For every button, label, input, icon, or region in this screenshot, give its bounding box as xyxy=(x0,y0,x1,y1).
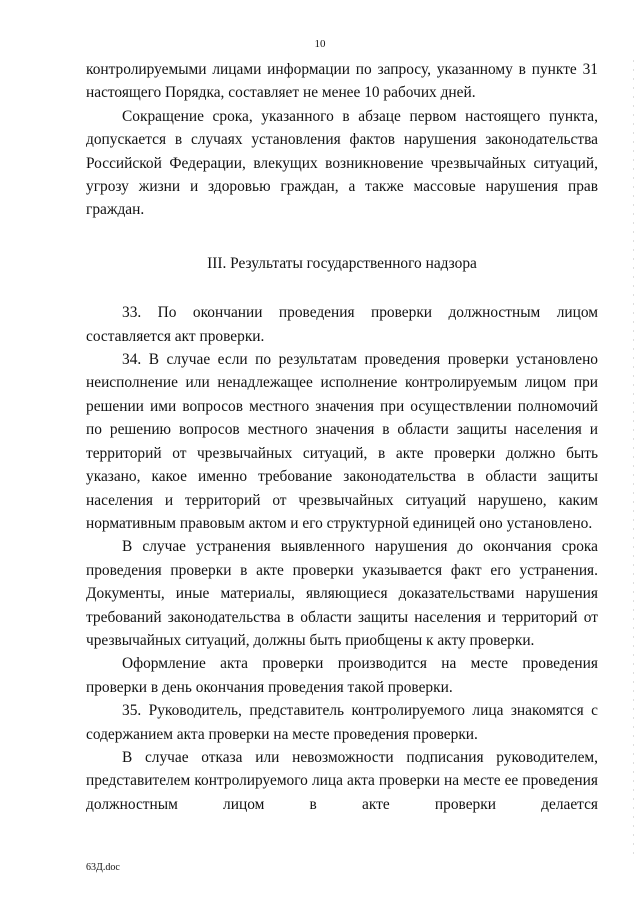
paragraph-34: 34. В случае если по результатам проведения проверки установлено неисполнение или ненадлежащее исполнение контролируемым лицом при решении ими вопросов местного значения при осуществлении полномочий по решению вопросов местного значения в области защиты населения и территорий от чрезвычайных ситуаций, в акте проверки должно быть указано, какое именно требование законодательства в области защиты населения и территорий от чрезвычайных ситуаций нарушено, каким нормативным правовым актом и его структурной единицей оно установлено. xyxy=(86,351,598,532)
paragraph-35: 35. Руководитель, представитель контролируемого лица знакомятся с содержанием акта проверки на месте проведения проверки. xyxy=(86,702,598,743)
paragraph-33: 33. По окончании проведения проверки должностным лицом составляется акт проверки. xyxy=(86,304,598,345)
paragraph-violation-elimination: В случае устранения выявленного нарушения до окончания срока проведения проверки в акте проверки указывается факт его устранения. Документы, иные материалы, являющиеся доказательствами нарушения требований законодательства в области защиты населения и территорий от чрезвычайных ситуаций, должны быть приобщены к акту проверки. xyxy=(86,538,598,649)
footer-file-name: 63Д.doc xyxy=(86,862,120,873)
paragraph-refusal: В случае отказа или невозможности подписания руководителем, представителем контролируемого лица акта проверки на месте ее проведения должностным лицом в акте проверки делается xyxy=(86,748,598,813)
paragraph-act-execution: Оформление акта проверки производится на месте проведения проверки в день окончания проведения такой проверки. xyxy=(86,655,598,696)
document-body xyxy=(86,58,598,816)
scan-edge-marks xyxy=(633,60,634,860)
paragraph-continuation: контролируемыми лицами информации по запросу, указанному в пункте 31 настоящего Порядка, составляет не менее 10 рабочих дней. xyxy=(86,61,598,102)
page-number: 10 xyxy=(314,38,326,50)
section-heading: III. Результаты государственного надзора xyxy=(207,254,477,272)
paragraph-deadline-reduction: Сокращение срока, указанного в абзаце первом настоящего пункта, допускается в случаях установления фактов нарушения законодательства Российской Федерации, влекущих возникновение чрезвычайных ситуаций, угрозу жизни и здоровью граждан, а также массовые нарушения прав граждан. xyxy=(86,107,598,219)
